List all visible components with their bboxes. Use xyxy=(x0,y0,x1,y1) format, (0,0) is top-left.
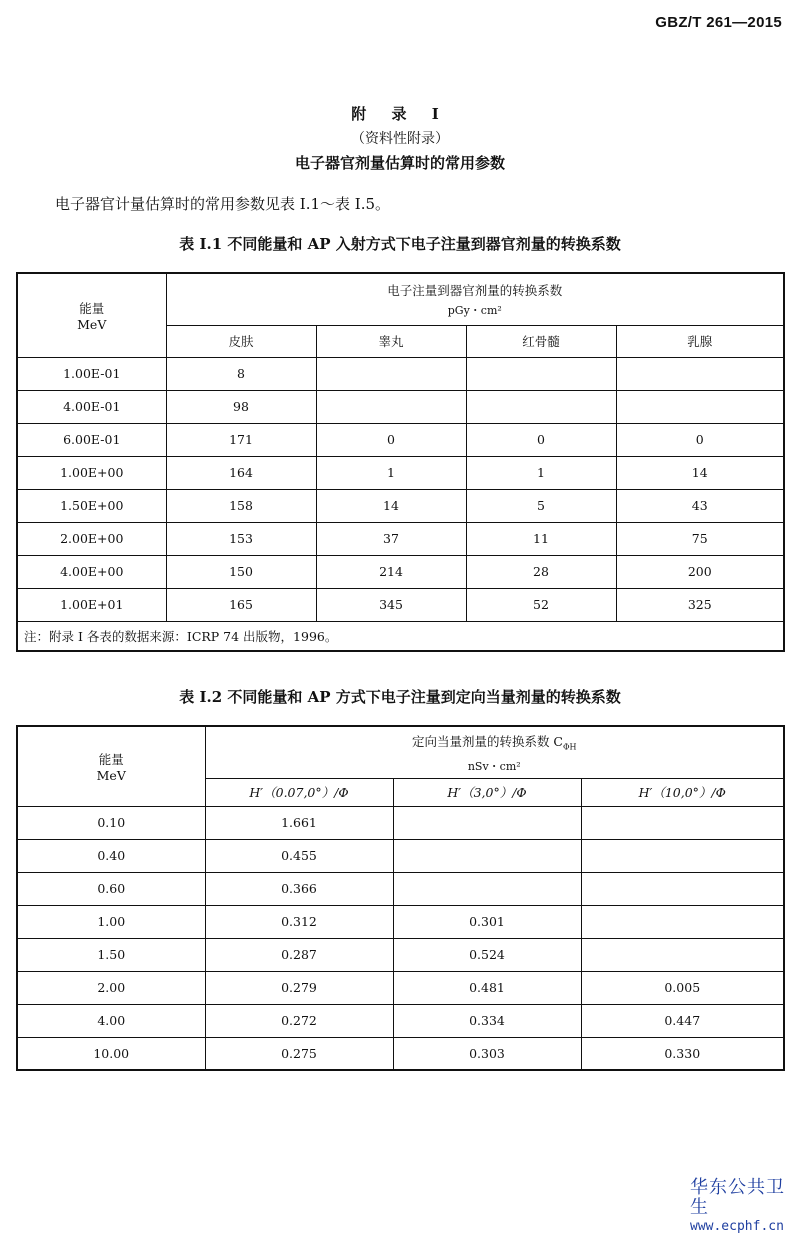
value-cell: 0.334 xyxy=(393,1004,581,1037)
value-cell xyxy=(466,390,616,423)
value-cell xyxy=(581,905,784,938)
value-cell: 0.366 xyxy=(205,872,393,905)
watermark-name: 华东公共卫生 xyxy=(690,1177,785,1218)
watermark-logo xyxy=(690,1178,800,1236)
value-cell: 0.303 xyxy=(393,1037,581,1070)
energy-cell: 2.00 xyxy=(17,971,205,1004)
energy-cell: 4.00 xyxy=(17,1004,205,1037)
value-cell: 75 xyxy=(616,522,784,555)
col-header: 红骨髓 xyxy=(466,325,616,357)
appendix-name: 电子器官剂量估算时的常用参数 xyxy=(294,154,505,172)
value-cell: 171 xyxy=(166,423,316,456)
value-cell xyxy=(581,839,784,872)
table-row xyxy=(17,806,784,839)
table-row xyxy=(17,456,784,489)
table-row xyxy=(17,905,784,938)
table-row xyxy=(17,489,784,522)
group-unit: nSv・cm² xyxy=(467,760,521,773)
value-cell: 43 xyxy=(616,489,784,522)
table-row xyxy=(17,555,784,588)
energy-cell: 2.00E+00 xyxy=(17,522,166,555)
value-cell: 214 xyxy=(316,555,466,588)
value-cell: 1 xyxy=(466,456,616,489)
value-cell xyxy=(466,357,616,390)
value-cell: 0.005 xyxy=(581,971,784,1004)
value-cell: 0 xyxy=(616,423,784,456)
table-row xyxy=(17,938,784,971)
table-row xyxy=(17,357,784,390)
energy-cell: 1.00E-01 xyxy=(17,357,166,390)
value-cell: 325 xyxy=(616,588,784,621)
value-cell xyxy=(393,806,581,839)
value-cell: 0.279 xyxy=(205,971,393,1004)
value-cell: 200 xyxy=(616,555,784,588)
energy-cell: 0.60 xyxy=(17,872,205,905)
value-cell: 165 xyxy=(166,588,316,621)
energy-cell: 1.50E+00 xyxy=(17,489,166,522)
watermark-url: www.ecphf.cn xyxy=(690,1219,784,1234)
value-cell: 0.287 xyxy=(205,938,393,971)
energy-cell: 4.00E-01 xyxy=(17,390,166,423)
intro-paragraph: 电子器官计量估算时的常用参数见表 I.1～表 I.5。 xyxy=(55,195,391,213)
value-cell: 0.272 xyxy=(205,1004,393,1037)
value-cell: 98 xyxy=(166,390,316,423)
table-row xyxy=(17,1004,784,1037)
col-header: 乳腺 xyxy=(616,325,784,357)
value-cell: 52 xyxy=(466,588,616,621)
group-title-subscript: ΦH xyxy=(563,742,577,751)
table1-energy-header xyxy=(17,273,166,357)
table-row xyxy=(17,971,784,1004)
value-cell: 8 xyxy=(166,357,316,390)
value-cell: 1 xyxy=(316,456,466,489)
value-cell: 1.661 xyxy=(205,806,393,839)
table1-group-header xyxy=(166,273,784,325)
energy-label: 能量 xyxy=(98,751,124,767)
appendix-title: 附 录 I xyxy=(351,105,449,123)
table2 xyxy=(16,725,785,1071)
value-cell: 0 xyxy=(466,423,616,456)
energy-unit: MeV xyxy=(77,316,107,332)
group-title: 电子注量到器官剂量的转换系数 xyxy=(387,283,563,299)
value-cell: 158 xyxy=(166,489,316,522)
value-cell: 150 xyxy=(166,555,316,588)
col-header: 睾丸 xyxy=(316,325,466,357)
value-cell: 345 xyxy=(316,588,466,621)
standard-number: GBZ/T 261—2015 xyxy=(655,14,782,31)
energy-cell: 0.10 xyxy=(17,806,205,839)
value-cell xyxy=(316,390,466,423)
group-title xyxy=(206,731,784,759)
table-row xyxy=(17,390,784,423)
table1 xyxy=(16,272,785,652)
value-cell: 0.275 xyxy=(205,1037,393,1070)
value-cell: 0.330 xyxy=(581,1037,784,1070)
value-cell: 28 xyxy=(466,555,616,588)
value-cell: 0.455 xyxy=(205,839,393,872)
value-cell: 14 xyxy=(316,489,466,522)
value-cell: 11 xyxy=(466,522,616,555)
table-row xyxy=(17,839,784,872)
energy-cell: 6.00E-01 xyxy=(17,423,166,456)
table-row xyxy=(17,1037,784,1070)
col-header: H′（3,0°）/Φ xyxy=(393,778,581,806)
value-cell: 0.312 xyxy=(205,905,393,938)
energy-cell: 1.00 xyxy=(17,905,205,938)
group-unit: pGy・cm² xyxy=(447,304,502,318)
energy-unit: MeV xyxy=(96,767,126,783)
value-cell xyxy=(616,390,784,423)
table2-energy-header xyxy=(17,726,205,806)
table1-caption: 表 I.1 不同能量和 AP 入射方式下电子注量到器官剂量的转换系数 xyxy=(179,235,621,253)
table-row xyxy=(17,522,784,555)
table-row xyxy=(17,588,784,621)
col-header: H′（0.07,0°）/Φ xyxy=(205,778,393,806)
appendix-subtitle: （资料性附录） xyxy=(351,131,449,147)
energy-label: 能量 xyxy=(79,300,105,316)
value-cell xyxy=(581,806,784,839)
col-header: 皮肤 xyxy=(166,325,316,357)
value-cell: 37 xyxy=(316,522,466,555)
value-cell: 0.481 xyxy=(393,971,581,1004)
table2-caption: 表 I.2 不同能量和 AP 方式下电子注量到定向当量剂量的转换系数 xyxy=(179,688,621,706)
value-cell: 0.301 xyxy=(393,905,581,938)
energy-cell: 1.00E+01 xyxy=(17,588,166,621)
energy-cell: 0.40 xyxy=(17,839,205,872)
table-row xyxy=(17,423,784,456)
table-row xyxy=(17,872,784,905)
value-cell xyxy=(616,357,784,390)
group-title-text: 定向当量剂量的转换系数 C xyxy=(411,733,563,749)
value-cell: 0.524 xyxy=(393,938,581,971)
table2-group-header xyxy=(205,726,784,778)
value-cell xyxy=(581,938,784,971)
col-header: H′（10,0°）/Φ xyxy=(581,778,784,806)
value-cell: 14 xyxy=(616,456,784,489)
energy-cell: 4.00E+00 xyxy=(17,555,166,588)
value-cell: 153 xyxy=(166,522,316,555)
value-cell xyxy=(393,872,581,905)
value-cell xyxy=(393,839,581,872)
table1-note: 注：附录 I 各表的数据来源：ICRP 74 出版物，1996。 xyxy=(17,621,784,651)
value-cell: 5 xyxy=(466,489,616,522)
energy-cell: 10.00 xyxy=(17,1037,205,1070)
value-cell xyxy=(581,872,784,905)
energy-cell: 1.50 xyxy=(17,938,205,971)
value-cell: 0.447 xyxy=(581,1004,784,1037)
value-cell: 0 xyxy=(316,423,466,456)
value-cell xyxy=(316,357,466,390)
value-cell: 164 xyxy=(166,456,316,489)
energy-cell: 1.00E+00 xyxy=(17,456,166,489)
